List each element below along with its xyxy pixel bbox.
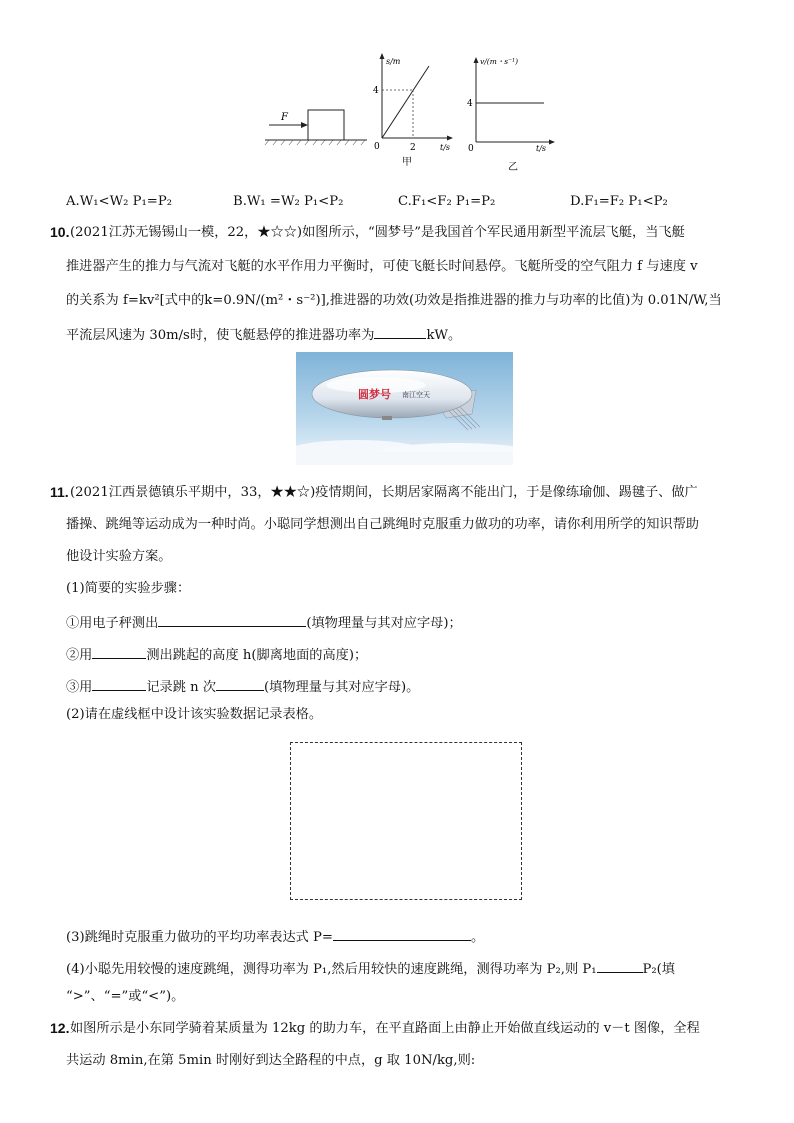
step-3-blank-b[interactable] [216, 676, 264, 691]
step-2-text: ②用 [66, 648, 93, 663]
yi-x-axis-label: t/s [536, 144, 547, 153]
jia-caption: 甲 [402, 157, 412, 168]
q12-line-1: 如图所示是小东同学骑着某质量为 12kg 的助力车，在平直路面上由静止开始做直线运动的 v－t 图像，全程 [70, 1021, 700, 1036]
jia-x-axis-label: t/s [440, 143, 451, 152]
step-3-blank-a[interactable] [92, 676, 146, 691]
q11-sub-4-line-2: “>”、“=”或“<”)。 [66, 989, 185, 1004]
q11-sub-1-title: (1)简要的实验步骤： [66, 581, 191, 596]
question-10-number: 10. [50, 224, 70, 240]
q11-step-1 [66, 612, 462, 633]
jia-y-tick: 4 [373, 86, 379, 96]
q10-line-4 [66, 324, 461, 345]
step-3-text: ③用 [66, 680, 93, 695]
option-c[interactable]: C.F₁<F₂ P₁=P₂ [398, 194, 496, 209]
sub-4-text: (4)小聪先用较慢的速度跳绳，测得功率为 P₁,然后用较快的速度跳绳，测得功率为 P₂,则 P₁ [66, 962, 597, 977]
q10-line-1: (2021江苏无锡锡山一模，22，★☆☆)如图所示，“圆梦号”是我国首个军民通用新型平流层飞艇，当飞艇 [70, 225, 685, 240]
option-b[interactable]: B.W₁ =W₂ P₁<P₂ [233, 194, 344, 209]
sub-3-end: 。 [470, 930, 485, 945]
q10-line-3: 的关系为 f=kv²[式中的k=0.9N/(m²・s⁻²)],推进器的功效(功效是指推进器的推力与功率的比值)为 0.01N/W,当 [66, 293, 722, 308]
jia-y-axis-label: s/m [386, 57, 401, 66]
step-1-text: ①用电子秤测出 [66, 616, 159, 631]
airship-name-text: 圆梦号 [358, 388, 391, 401]
graph-jia [368, 50, 458, 175]
q11-step-2 [66, 644, 367, 665]
airship-image [296, 352, 513, 465]
yi-y-tick: 4 [467, 99, 473, 109]
q11-line-1: (2021江西景德镇乐平期中，33，★★☆)疫情期间，长期居家隔离不能出门，于是像练瑜伽、踢毽子、做广 [70, 485, 698, 500]
q11-step-3 [66, 676, 419, 697]
q10-unit: kW。 [426, 328, 462, 343]
q11-sub-3 [66, 926, 484, 947]
step-3-hint: (填物理量与其对应字母)。 [264, 680, 420, 695]
q12-line-2: 共运动 8min,在第 5min 时刚好到达全路程的中点，g 取 10N/kg,则: [66, 1053, 476, 1068]
force-label: F [281, 112, 288, 123]
q11-line-2: 播操、跳绳等运动成为一种时尚。小聪同学想测出自己跳绳时克服重力做功的功率，请你利用所学的知识帮助 [66, 517, 699, 532]
data-table-dashed-box[interactable] [290, 742, 522, 900]
step-2-blank[interactable] [92, 644, 146, 659]
q10-line-2: 推进器产生的推力与气流对飞艇的水平作用力平衡时，可使飞艇长时间悬停。飞艇所受的空气阻力 f 与速度 v [66, 259, 698, 274]
airship-brand-text: 南江空天 [402, 391, 430, 399]
yi-caption: 乙 [508, 162, 518, 173]
block [308, 110, 344, 140]
graph-yi [464, 50, 564, 175]
step-2-hint: 测出跳起的高度 h(脚离地面的高度)； [146, 648, 368, 663]
power-expression-blank[interactable] [333, 926, 471, 941]
q10-line-4-text: 平流层风速为 30m/s时，使飞艇悬停的推进器功率为 [66, 328, 375, 343]
yi-origin: 0 [468, 144, 474, 154]
q11-sub-4-line-1 [66, 958, 675, 979]
step-3-middle: 记录跳 n 次 [146, 680, 217, 695]
q10-answer-blank[interactable] [374, 324, 426, 339]
sub-4-after: P₂(填 [642, 962, 675, 977]
option-d[interactable]: D.F₁=F₂ P₁<P₂ [570, 194, 668, 209]
figure-block-and-force [255, 95, 375, 155]
jia-origin: 0 [374, 142, 380, 152]
sub-3-text: (3)跳绳时克服重力做功的平均功率表达式 P= [66, 930, 333, 945]
question-11-number: 11. [50, 484, 69, 500]
q11-line-3: 他设计实验方案。 [66, 549, 172, 564]
option-a[interactable]: A.W₁<W₂ P₁=P₂ [66, 194, 173, 209]
step-1-blank[interactable] [158, 612, 306, 627]
question-12-number: 12. [50, 1020, 70, 1036]
q11-sub-2-title: (2)请在虚线框中设计该实验数据记录表格。 [66, 707, 323, 722]
step-1-hint: (填物理量与其对应字母)； [306, 616, 462, 631]
compare-blank[interactable] [597, 958, 643, 973]
jia-x-tick: 2 [410, 143, 416, 153]
yi-y-axis-label: v/(m・s⁻¹) [480, 57, 519, 66]
